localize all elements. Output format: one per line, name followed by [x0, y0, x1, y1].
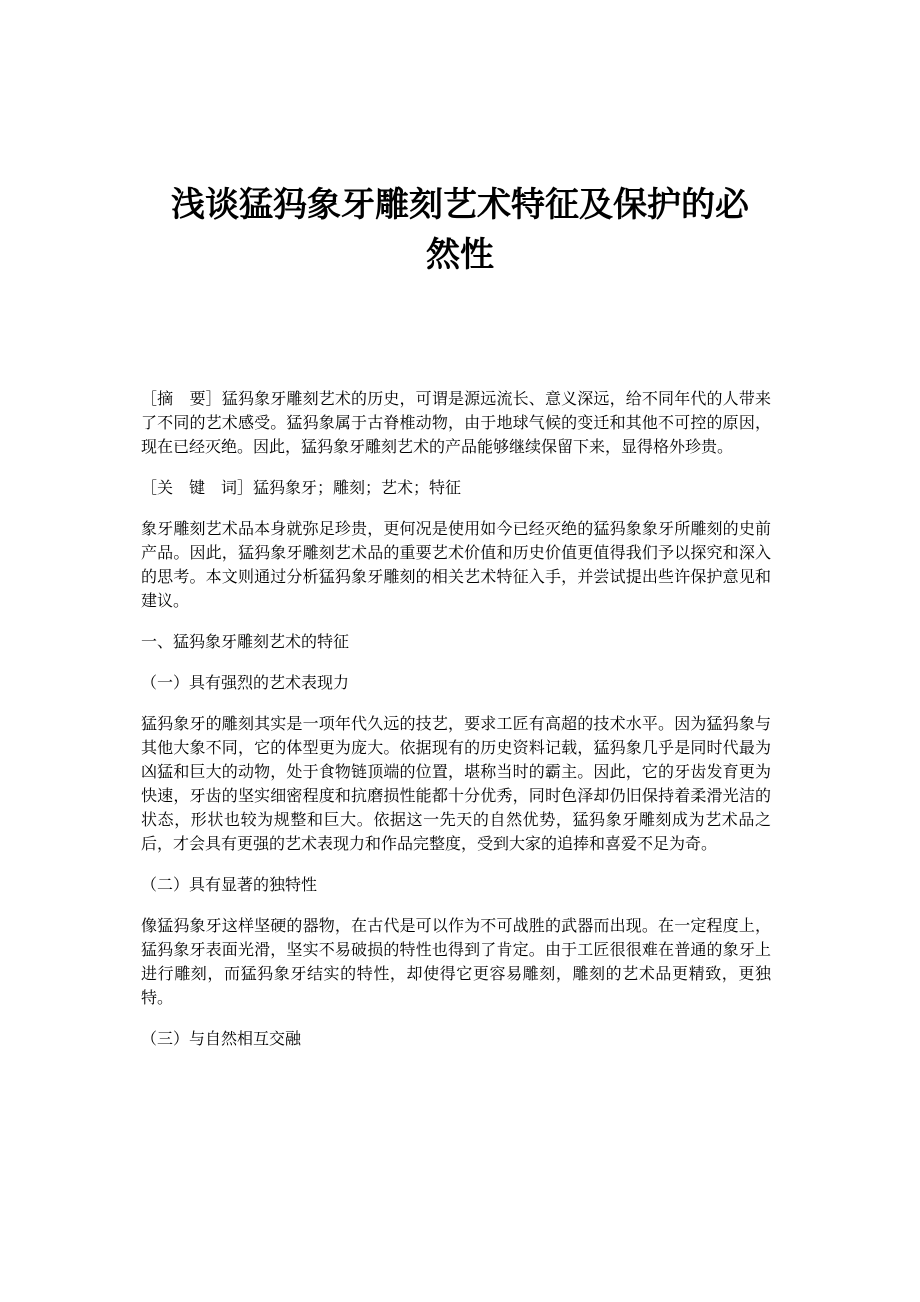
subsection-1-paragraph: 猛犸象牙的雕刻其实是一项年代久远的技艺，要求工匠有高超的技术水平。因为猛犸象与其他大象不同，它的体型更为庞大。依据现有的历史资料记载，猛犸象几乎是同时代最为凶猛和巨大的动物，处于食物链顶端的位置，堪称当时的霸主。因此，它的牙齿发育更为快速，牙齿的坚实细密程度和抗磨损性能都十分优秀，同时色泽却仍旧保持着柔滑光洁的状态，形状也较为规整和巨大。依据这一先天的自然优势，猛犸象牙雕刻成为艺术品之后，才会具有更强的艺术表现力和作品完整度，受到大家的追捧和喜爱不足为奇。: [141, 714, 771, 853]
subsection-1-heading: （一）具有强烈的艺术表现力: [141, 673, 350, 692]
title-line-2: 然性: [426, 235, 494, 275]
page-title: [140, 180, 780, 280]
subsection-2-heading: （二）具有显著的独特性: [141, 875, 318, 894]
subsection-2-paragraph: 像猛犸象牙这样坚硬的器物，在古代是可以作为不可战胜的武器而出现。在一定程度上，猛犸象牙表面光滑，坚实不易破损的特性也得到了肯定。由于工匠很很难在普通的象牙上进行雕刻，而猛犸象牙结实的特性，却使得它更容易雕刻，雕刻的艺术品更精致，更独特。: [141, 916, 771, 1007]
keywords-paragraph: ［关 键 词］猛犸象牙；雕刻；艺术；特征: [141, 478, 462, 497]
abstract-paragraph: ［摘 要］猛犸象牙雕刻艺术的历史，可谓是源远流长、意义深远，给不同年代的人带来了不同的艺术感受。猛犸象属于古脊椎动物，由于地球气候的变迁和其他不可控的原因，现在已经灭绝。因此，猛犸象牙雕刻艺术的产品能够继续保留下来，显得格外珍贵。: [141, 389, 771, 456]
section-1-heading: 一、猛犸象牙雕刻艺术的特征: [141, 632, 350, 651]
intro-paragraph: 象牙雕刻艺术品本身就弥足珍贵，更何况是使用如今已经灭绝的猛犸象象牙所雕刻的史前产品。因此，猛犸象牙雕刻艺术品的重要艺术价值和历史价值更值得我们予以探究和深入的思考。本文则通过分析猛犸象牙雕刻的相关艺术特征入手，并尝试提出些许保护意见和建议。: [141, 519, 771, 610]
title-line-1: 浅谈猛犸象牙雕刻艺术特征及保护的必: [171, 185, 749, 225]
article-body: [141, 387, 771, 1068]
subsection-3-heading: （三）与自然相互交融: [141, 1029, 302, 1048]
